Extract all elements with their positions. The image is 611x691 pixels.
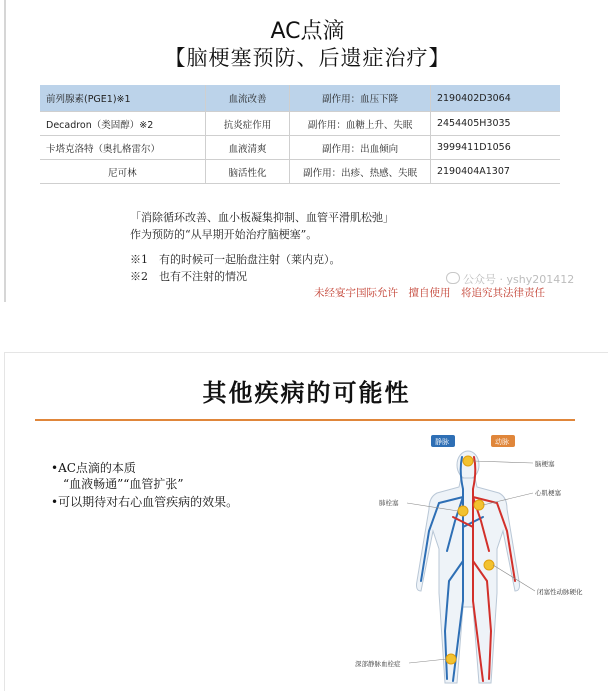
- drug-code: 2190404A1307: [430, 160, 560, 184]
- wechat-icon: [446, 272, 460, 284]
- copyright-notice: 未经宴宇国际允许 擅自使用 将追究其法律责任: [314, 287, 545, 299]
- table-row: [40, 160, 560, 184]
- drug-code: 2454405H3035: [430, 112, 560, 136]
- drug-effect: 脑活性化: [205, 160, 290, 184]
- slide-ac-drip: [4, 0, 609, 302]
- drug-effect: 抗炎症作用: [205, 112, 290, 136]
- heart-thrombus-marker: [474, 500, 484, 510]
- lung-thrombus-marker: [458, 506, 468, 516]
- note-mechanism: 「消除循环改善、血小板凝集抑制、血管平滑肌松弛」: [130, 211, 394, 224]
- drug-table: [40, 85, 560, 184]
- title-divider: [35, 419, 575, 421]
- bullet-essence: •AC点滴的本质: [51, 461, 136, 475]
- table-row: [40, 85, 560, 112]
- brain-thrombus-marker: [463, 456, 473, 466]
- drug-side-effect: 副作用：血糖上升、失眠: [290, 112, 431, 136]
- label-arteriosclerosis-obliterans: 闭塞性动脉硬化: [537, 588, 583, 596]
- vein-legend-label: 静脉: [435, 438, 449, 446]
- footnote-1: ※1 有的时候可一起胎盘注射（莱内克）。: [130, 253, 341, 266]
- table-row: [40, 112, 560, 136]
- circulation-diagram: [343, 431, 593, 689]
- bullet-effect: •可以期待对右心血管疾病的效果。: [51, 495, 239, 509]
- leg-artery-thrombus-marker: [484, 560, 494, 570]
- slide-other-diseases: [4, 352, 608, 691]
- label-deep-vein-thrombosis: 深部静脉血栓症: [355, 660, 401, 668]
- label-brain-infarction: 脑梗塞: [535, 460, 555, 468]
- drug-name: 卡塔克洛特（奥扎格雷尔）: [40, 136, 205, 160]
- label-pulmonary-embolism: 肺栓塞: [379, 499, 399, 507]
- watermark-text: 公众号 · yshy201412: [463, 273, 575, 286]
- drug-effect: 血流改善: [205, 85, 290, 112]
- note-prevention: 作为预防的“从早期开始治疗脑梗塞”。: [130, 228, 318, 241]
- slide1-title: AC点滴: [270, 19, 345, 44]
- bullet-essence-detail: “血液畅通”“血管扩张”: [63, 477, 184, 491]
- slide2-title: 其他疾病的可能性: [202, 379, 411, 407]
- drug-side-effect: 副作用：血压下降: [290, 85, 431, 112]
- deep-vein-thrombus-marker: [446, 654, 456, 664]
- artery-legend-label: 动脉: [495, 438, 509, 446]
- drug-code: 3999411D1056: [430, 136, 560, 160]
- body-silhouette: [417, 451, 520, 683]
- table-row: [40, 136, 560, 160]
- drug-code: 2190402D3064: [430, 85, 560, 112]
- label-myocardial-infarction: 心肌梗塞: [535, 489, 561, 497]
- drug-side-effect: 副作用：出疹、热感、失眠: [290, 160, 431, 184]
- drug-side-effect: 副作用：出血倾向: [290, 136, 431, 160]
- footnote-2: ※2 也有不注射的情况: [130, 270, 247, 283]
- drug-effect: 血液清爽: [205, 136, 290, 160]
- slide1-subtitle: 【脑梗塞预防、后遗症治疗】: [164, 46, 451, 70]
- drug-name: 尼可林: [40, 160, 205, 184]
- drug-name: 前列腺素(PGE1)※1: [40, 85, 205, 112]
- drug-name: Decadron（类固醇）※2: [40, 112, 205, 136]
